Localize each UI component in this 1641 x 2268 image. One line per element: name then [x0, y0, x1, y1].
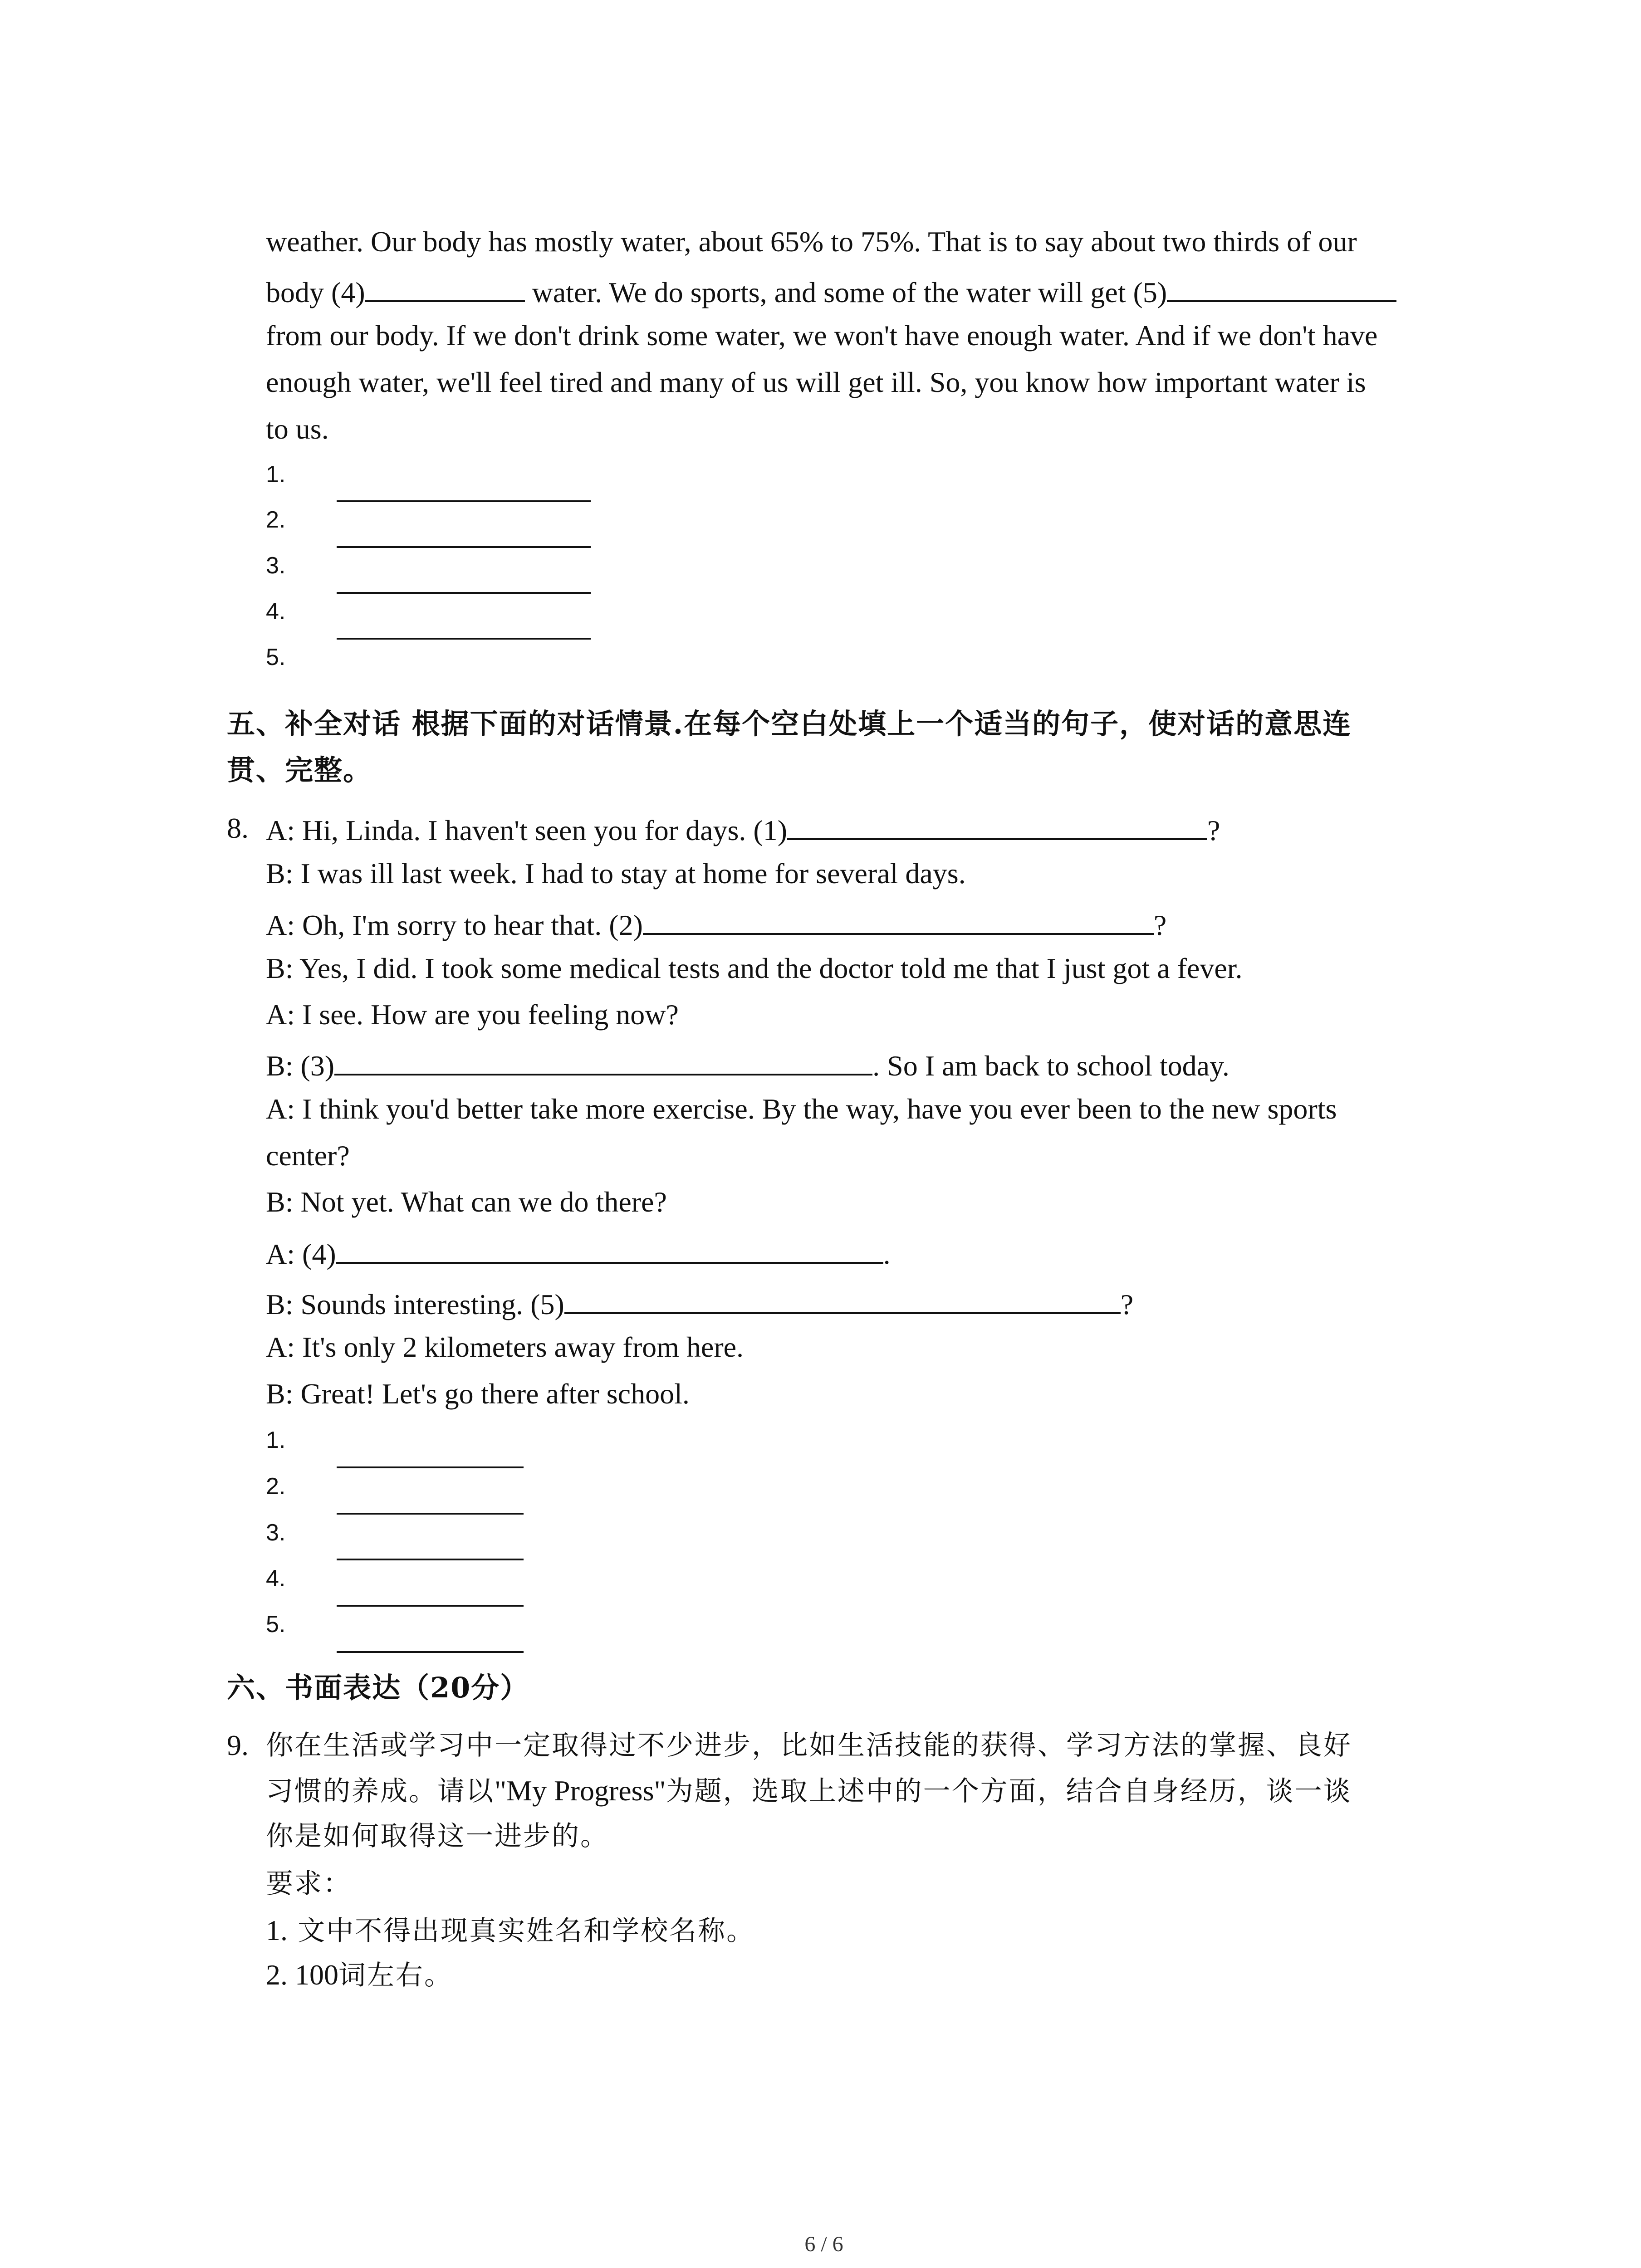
passage-text: enough water, we'll feel tired and many of us will get ill. So, you know how important water is: [266, 366, 1366, 398]
dialogue-blank-3[interactable]: [334, 1046, 872, 1075]
dialogue-blank-1[interactable]: [787, 810, 1207, 840]
prompt-line: [266, 1814, 609, 1858]
requirement-number: 2. 100: [266, 1959, 338, 1991]
passage-text: to us.: [266, 413, 329, 445]
dialogue-blank-2[interactable]: [643, 905, 1154, 935]
answer-line[interactable]: [337, 592, 591, 594]
dialogue-line: [266, 997, 679, 1033]
answer-line[interactable]: [337, 1651, 524, 1653]
dialogue-line: [266, 1376, 690, 1412]
passage-line: [266, 411, 329, 447]
page-number: 6 / 6: [804, 2232, 843, 2256]
dialogue-blank-4[interactable]: [336, 1234, 883, 1264]
section-title: 六、书面表达（20分）: [227, 1671, 529, 1704]
passage-line: [266, 224, 1357, 260]
answer-line[interactable]: [337, 1513, 524, 1515]
requirements-text: 要求：: [266, 1868, 352, 1900]
dialogue-line: [266, 905, 1166, 943]
dialogue-line: [266, 1329, 744, 1365]
essay-title: "My Progress": [495, 1774, 666, 1807]
answer-number: 2.: [266, 507, 286, 533]
answer-line[interactable]: [337, 1559, 524, 1560]
requirement-number: 1.: [266, 1914, 288, 1946]
answer-number: 2.: [266, 1473, 286, 1500]
dialogue-text: ?: [1153, 909, 1167, 941]
dialogue-line: [266, 1184, 667, 1220]
passage-text: water. We do sports, and some of the water will get (5): [532, 276, 1167, 308]
dialogue-line: [266, 1091, 1337, 1127]
prompt-text: 为题，选取上述中的一个方面，结合自身经历，谈一谈: [666, 1775, 1352, 1807]
dialogue-text: A: I think you'd better take more exercise. By the way, have you ever been to the new sports: [266, 1093, 1337, 1125]
dialogue-text: B: Yes, I did. I took some medical tests and the doctor told me that I just got a fever.: [266, 952, 1243, 984]
answer-number: 1.: [266, 1427, 286, 1453]
dialogue-text: B: Not yet. What can we do there?: [266, 1186, 667, 1218]
answer-line[interactable]: [337, 638, 591, 640]
requirements-label: [266, 1862, 352, 1906]
passage-text: body (4): [266, 276, 365, 308]
requirement-item: [266, 1953, 453, 1997]
dialogue-text: A: (4): [266, 1238, 336, 1270]
dialogue-text: B: (3): [266, 1050, 335, 1082]
dialogue-text: B: Sounds interesting. (5): [266, 1288, 564, 1320]
answer-line[interactable]: [337, 1605, 524, 1607]
passage-line: [266, 364, 1366, 401]
answer-number: 3.: [266, 1520, 286, 1546]
answer-number: 1.: [266, 461, 286, 488]
answer-number: 3.: [266, 552, 286, 579]
answer-number: 5.: [266, 1611, 286, 1637]
requirement-text: 词左右。: [338, 1960, 453, 1991]
prompt-text: 你在生活或学习中一定取得过不少进步，比如生活技能的获得、学习方法的掌握、良好: [266, 1730, 1352, 1761]
dialogue-text: ?: [1120, 1288, 1134, 1320]
question-number: 8.: [227, 812, 249, 844]
answer-line[interactable]: [337, 546, 591, 548]
requirement-text: 文中不得出现真实姓名和学校名称。: [298, 1915, 755, 1947]
prompt-text: 你是如何取得这一进步的。: [266, 1820, 609, 1852]
passage-text: from our body. If we don't drink some water, we won't have enough water. And if we don't have: [266, 319, 1378, 352]
dialogue-blank-5[interactable]: [564, 1284, 1121, 1314]
prompt-text: 习惯的养成。请以: [266, 1775, 495, 1807]
dialogue-text: A: Hi, Linda. I haven't seen you for days. (1): [266, 814, 787, 846]
fill-blank-4[interactable]: [365, 272, 525, 302]
dialogue-line: [266, 950, 1243, 987]
requirement-item: [266, 1909, 755, 1953]
dialogue-line: [266, 1234, 891, 1272]
section-heading: [227, 748, 372, 792]
dialogue-text: .: [883, 1238, 891, 1270]
answer-number: 5.: [266, 644, 286, 670]
dialogue-line: [266, 1284, 1133, 1323]
question-number: 9.: [227, 1729, 249, 1761]
prompt-line: [266, 1724, 1352, 1767]
answer-line[interactable]: [337, 500, 591, 502]
answer-number: 4.: [266, 598, 286, 625]
dialogue-text: A: I see. How are you feeling now?: [266, 998, 679, 1031]
dialogue-text: A: It's only 2 kilometers away from here.: [266, 1331, 744, 1363]
section-heading: [227, 702, 1352, 746]
dialogue-line: [266, 855, 966, 892]
dialogue-line: [266, 810, 1220, 849]
dialogue-text: B: Great! Let's go there after school.: [266, 1378, 690, 1410]
passage-text: weather. Our body has mostly water, about 65% to 75%. That is to say about two thirds of our: [266, 225, 1357, 258]
dialogue-line: [266, 1138, 350, 1174]
passage-line: [266, 318, 1377, 354]
dialogue-text: B: I was ill last week. I had to stay at home for several days.: [266, 857, 966, 890]
dialogue-text: ?: [1207, 814, 1220, 846]
fill-blank-5[interactable]: [1167, 272, 1396, 302]
dialogue-line: [266, 1046, 1230, 1084]
prompt-line: [266, 1769, 1352, 1813]
dialogue-text: center?: [266, 1139, 350, 1172]
section-title: 贯、完整。: [227, 753, 372, 787]
dialogue-text: . So I am back to school today.: [872, 1050, 1230, 1082]
section-heading: [227, 1666, 529, 1710]
dialogue-text: A: Oh, I'm sorry to hear that. (2): [266, 909, 643, 941]
section-title: 五、补全对话 根据下面的对话情景.在每个空白处填上一个适当的句子，使对话的意思连: [227, 707, 1352, 740]
answer-number: 4.: [266, 1565, 286, 1592]
answer-line[interactable]: [337, 1466, 524, 1468]
passage-line: [266, 272, 1396, 311]
